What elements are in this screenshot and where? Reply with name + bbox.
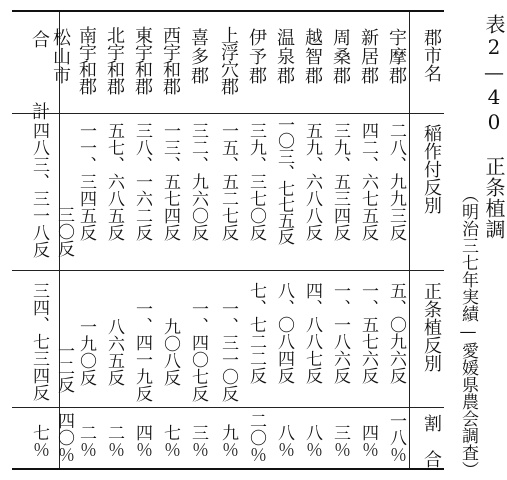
planted-area: 一三、五七四反	[160, 122, 180, 241]
region-name: 西宇和郡	[160, 26, 181, 94]
row-planted-area: 五、〇九六反	[386, 282, 406, 384]
ratio-value: 八％	[302, 424, 322, 458]
planted-area: 一五、五二七反	[218, 122, 238, 241]
row-planted-area: 一、四〇七反	[188, 300, 208, 402]
ratio-value: 二％	[76, 424, 96, 458]
region-column	[353, 12, 381, 468]
table-subtitle: （明治三七年実績—愛媛県農会調査）	[458, 186, 478, 478]
total-ratio: 七％	[29, 424, 49, 458]
region-name: 温泉郡	[274, 28, 295, 85]
ratio-value: 二％	[104, 424, 124, 458]
header-region-label: 郡市名	[421, 28, 442, 82]
row-planted-area: 一、一八六反	[330, 282, 350, 384]
header-row-planted-label: 正条植反別	[421, 282, 442, 372]
region-column	[269, 12, 297, 468]
planted-area: 三九、五三四反	[330, 122, 350, 241]
header-ratio-label: 割 合	[421, 414, 442, 468]
planted-area: 一〇三、七七五反	[274, 116, 294, 244]
row-planted-area: 一、四一九反	[132, 300, 152, 402]
header-column	[409, 12, 444, 468]
ratio-value: 四％	[132, 424, 152, 458]
region-name: 北宇和郡	[104, 26, 125, 94]
total-label: 合 計	[29, 30, 50, 138]
row-planted-area: 八、〇八四反	[274, 282, 294, 384]
planted-area: 五九、六八八反	[302, 122, 322, 241]
ratio-value: 七％	[160, 424, 180, 458]
ratio-value: 九％	[218, 424, 238, 458]
region-name: 宇摩郡	[386, 28, 407, 85]
region-column	[50, 12, 74, 468]
row-planted-area: 八六五反	[104, 318, 124, 386]
region-name: 喜多郡	[188, 28, 209, 85]
planted-area: 三九、三七〇反	[246, 122, 266, 241]
table-caption	[456, 14, 506, 478]
region-column	[297, 12, 325, 468]
region-name: 東宇和郡	[132, 26, 153, 94]
planted-area: 三八、一六二反	[132, 122, 152, 241]
region-column	[127, 12, 155, 468]
ratio-value: 四〇％	[54, 412, 74, 463]
row-planted-area: 九〇八反	[160, 318, 180, 386]
planted-area: 四二、六七五反	[358, 122, 378, 241]
region-name: 周桑郡	[330, 28, 351, 85]
region-name: 越智郡	[302, 28, 323, 85]
row-planted-area: 一九〇反	[76, 318, 96, 386]
planted-area: 一一、三四五反	[76, 122, 96, 241]
region-name: 南宇和郡	[76, 26, 97, 94]
ratio-value: 二〇％	[246, 412, 266, 463]
region-column	[183, 12, 211, 468]
region-name: 上浮穴郡	[218, 26, 239, 94]
ratio-value: 四％	[358, 424, 378, 458]
ratio-value: 一八％	[386, 412, 406, 463]
row-planted-area: 七、七二二反	[246, 282, 266, 384]
total-row-planted-area: 三四、七三四反	[29, 282, 49, 401]
total-column	[12, 12, 52, 468]
table-title: 表2—40 正条植調	[482, 14, 506, 240]
region-column	[211, 12, 241, 468]
planted-area: 五七、六八五反	[104, 122, 124, 241]
planted-area: 二八、九九三反	[386, 122, 406, 241]
header-planted-label: 稲作付反別	[421, 124, 442, 214]
region-column	[241, 12, 269, 468]
region-column	[381, 12, 409, 468]
row-planted-area: 四、八八七反	[302, 282, 322, 384]
ratio-value: 三％	[330, 424, 350, 458]
ratio-value: 三％	[188, 424, 208, 458]
region-column	[155, 12, 183, 468]
rice-planting-table	[12, 10, 444, 470]
row-planted-area: 一二反	[54, 342, 74, 393]
total-planted-area: 四八三、三一八反	[29, 122, 49, 258]
region-name: 松山市	[50, 28, 71, 85]
region-name: 新居郡	[358, 28, 379, 85]
row-planted-area: 一、三一〇反	[218, 300, 238, 402]
region-column	[325, 12, 353, 468]
region-column	[99, 12, 127, 468]
planted-area: 三〇反	[54, 206, 74, 257]
region-name: 伊予郡	[246, 28, 267, 85]
row-planted-area: 一、五七六反	[358, 282, 378, 384]
ratio-value: 八％	[274, 424, 294, 458]
planted-area: 三二、九六〇反	[188, 122, 208, 241]
